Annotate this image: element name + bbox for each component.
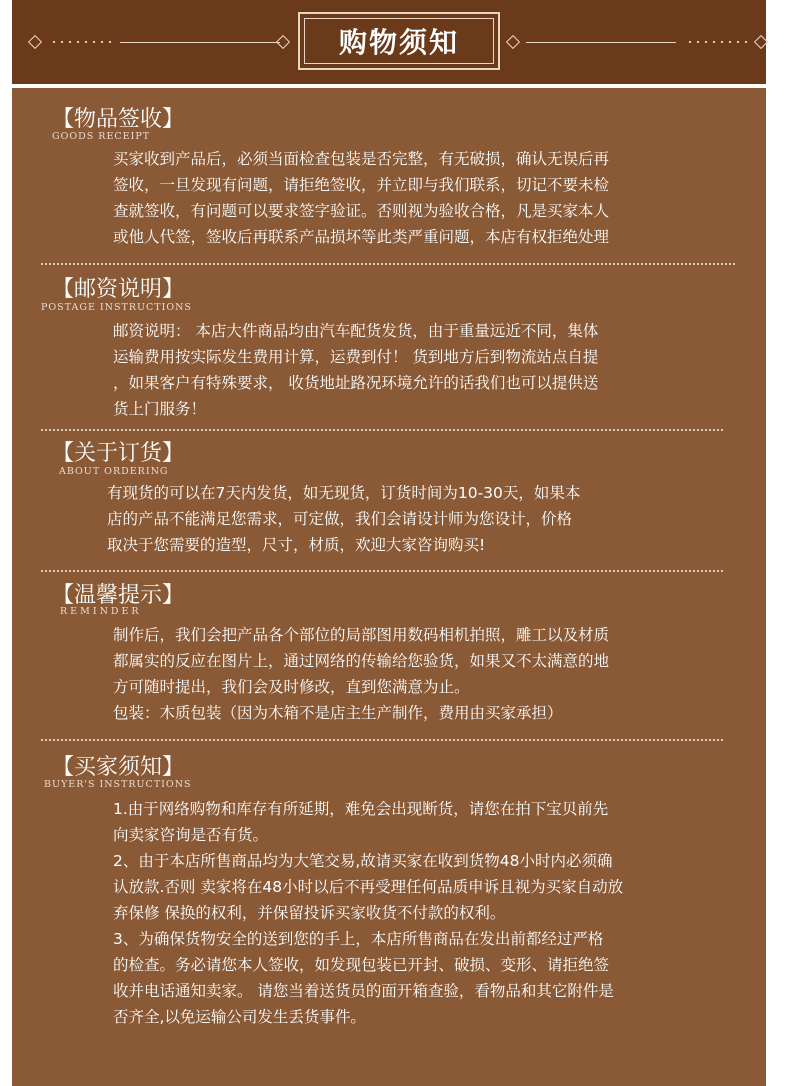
- section-divider: [40, 739, 723, 741]
- paragraph-line: 运输费用按实际发生费用计算，运费到付！ 货到地方后到物流站点自提: [113, 348, 599, 366]
- paragraph-line: 2、由于本店所售商品均为大笔交易,故请买家在收到货物48小时内必须确: [113, 852, 613, 870]
- paragraph-line: 买家收到产品后，必须当面检查包装是否完整，有无破损，确认无误后再: [113, 150, 610, 168]
- header-line-left: [120, 42, 280, 43]
- diamond-ornament-icon: [28, 35, 42, 49]
- diamond-ornament-icon: [276, 35, 290, 49]
- paragraph-line: 有现货的可以在7天内发货，如无现货，订货时间为10-30天，如果本: [107, 484, 581, 502]
- paragraph-line: 店的产品不能满足您需求，可定做，我们会请设计师为您设计，价格: [107, 510, 573, 528]
- section-body-goods-receipt: [113, 146, 609, 250]
- header-dotted-line-right: [686, 41, 748, 43]
- diamond-ornament-icon: [506, 35, 520, 49]
- paragraph-line: 认放款.否则 卖家将在48小时以后不再受理任何品质申诉且视为买家自动放: [113, 878, 624, 896]
- content-panel: [12, 84, 766, 1086]
- section-subtitle-buyer-instructions: BUYER'S INSTRUCTIONS: [44, 779, 192, 790]
- paragraph-line: 1.由于网络购物和库存有所延期，难免会出现断货，请您在拍下宝贝前先: [113, 800, 609, 818]
- section-title-goods-receipt: 【物品签收】: [52, 107, 185, 132]
- section-subtitle-postage: POSTAGE INSTRUCTIONS: [41, 302, 192, 313]
- paragraph-line: 3、为确保货物安全的送到您的手上，本店所售商品在发出前都经过严格: [113, 930, 604, 948]
- header-banner: [12, 0, 766, 84]
- section-body-buyer-instructions: [113, 796, 623, 1030]
- paragraph-line: 都属实的反应在图片上，通过网络的传输给您验货，如果又不太满意的地: [113, 652, 610, 670]
- paragraph-line: 取决于您需要的造型，尺寸，材质，欢迎大家咨询购买!: [107, 536, 486, 554]
- title-frame: [298, 12, 500, 70]
- paragraph-line: 制作后，我们会把产品各个部位的局部图用数码相机拍照，雕工以及材质: [113, 626, 610, 644]
- section-divider: [40, 429, 723, 431]
- paragraph-line: 或他人代签，签收后再联系产品损坏等此类严重问题，本店有权拒绝处理: [113, 228, 610, 246]
- paragraph-line: 货上门服务！: [113, 400, 207, 418]
- paragraph-line: 向卖家咨询是否有货。: [113, 826, 269, 844]
- paragraph-line: 签收，一旦发现有问题，请拒绝签收，并立即与我们联系，切记不要未检: [113, 176, 610, 194]
- section-body-ordering: [107, 480, 580, 558]
- section-body-reminder: [113, 622, 609, 726]
- section-body-postage: [113, 318, 598, 422]
- section-subtitle-goods-receipt: GOODS RECEIPT: [52, 131, 151, 142]
- section-subtitle-reminder: REMINDER: [60, 606, 142, 617]
- paragraph-line: 弃保修 保换的权利，并保留投诉买家收货不付款的权利。: [113, 904, 506, 922]
- paragraph-line: 邮资说明： 本店大件商品均由汽车配货发货，由于重量远近不同，集体: [113, 322, 599, 340]
- section-title-ordering: 【关于订货】: [52, 441, 185, 466]
- section-title-reminder: 【温馨提示】: [52, 583, 185, 608]
- paragraph-line: 否齐全,以免运输公司发生丢货事件。: [113, 1008, 366, 1026]
- paragraph-line: 方可随时提出，我们会及时修改，直到您满意为止。: [113, 678, 470, 696]
- paragraph-line: ，如果客户有特殊要求， 收货地址路况环境允许的话我们也可以提供送: [113, 374, 599, 392]
- section-divider: [40, 570, 723, 572]
- page-title: 购物须知: [304, 18, 494, 64]
- section-title-buyer-instructions: 【买家须知】: [52, 755, 185, 780]
- panel-top-rule: [12, 84, 766, 88]
- paragraph-line: 包装：木质包装（因为木箱不是店主生产制作，费用由买家承担）: [113, 704, 563, 722]
- diamond-ornament-icon: [754, 35, 768, 49]
- header-dotted-line-left: [50, 41, 112, 43]
- paragraph-line: 的检查。务必请您本人签收，如发现包装已开封、破损、变形、请拒绝签: [113, 956, 610, 974]
- paragraph-line: 收并电话通知卖家。 请您当着送货员的面开箱查验，看物品和其它附件是: [113, 982, 614, 1000]
- section-title-postage: 【邮资说明】: [52, 277, 185, 302]
- header-line-right: [526, 42, 676, 43]
- paragraph-line: 查就签收，有问题可以要求签字验证。否则视为验收合格，凡是买家本人: [113, 202, 610, 220]
- section-subtitle-ordering: ABOUT ORDERING: [59, 466, 169, 477]
- section-divider: [40, 263, 736, 265]
